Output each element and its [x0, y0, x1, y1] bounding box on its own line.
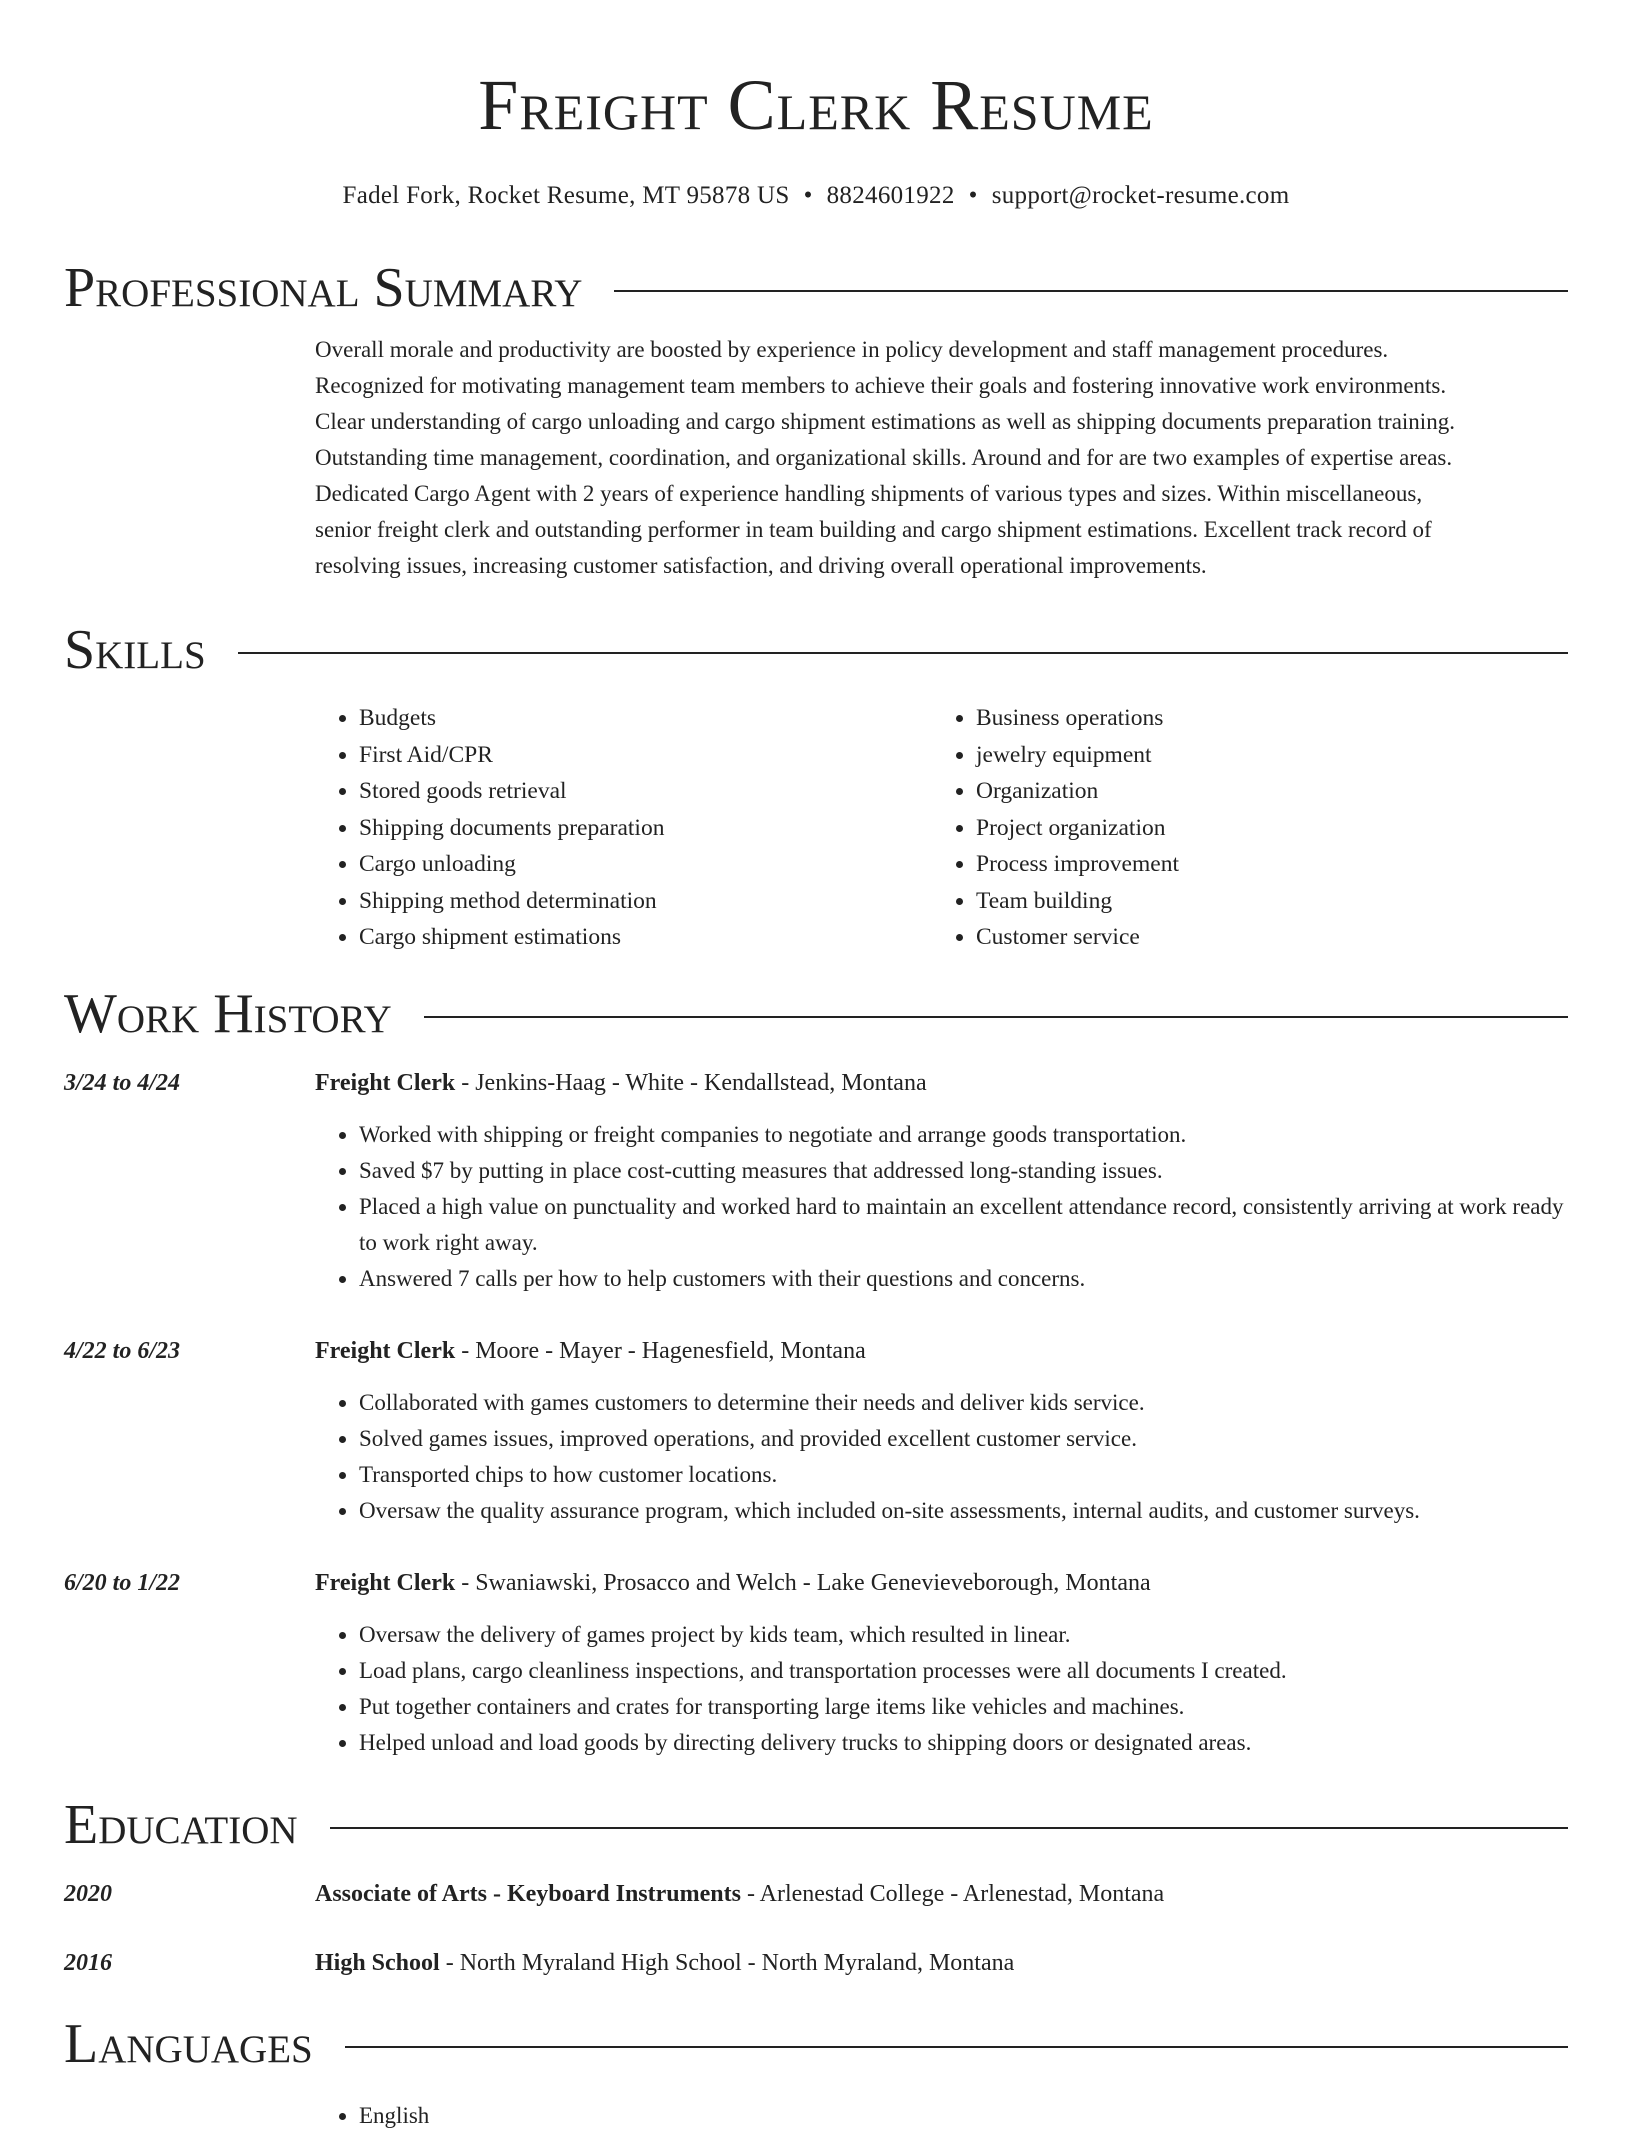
job-bullet: • Oversaw the delivery of games project by kids team, which resulted in linear. — [359, 1617, 1568, 1653]
job-dates: 6/20 to 1/22 — [64, 1570, 181, 1596]
skill-item: • Business operations — [976, 700, 1179, 737]
education-degree: Associate of Arts - Keyboard Instruments — [315, 1881, 741, 1907]
summary-section — [64, 258, 1568, 584]
skill-item: • Process improvement — [976, 846, 1179, 883]
summary-line: Outstanding time management, coordination, and organizational skills. Around and for are two examples of expertise areas. — [315, 445, 1453, 470]
contact-address: Fadel Fork, Rocket Resume, MT 95878 US — [342, 182, 790, 209]
section-divider — [424, 1016, 1568, 1018]
summary-line: senior freight clerk and outstanding performer in team building and cargo shipment estimations. Excellent track record of — [315, 517, 1432, 542]
skill-item: • Project organization — [976, 810, 1179, 847]
job-bullet: • Collaborated with games customers to determine their needs and deliver kids service. — [359, 1385, 1568, 1421]
job-bullets — [315, 1385, 1568, 1529]
job-entry — [64, 1335, 1568, 1529]
summary-line: Recognized for motivating management team members to achieve their goals and fostering innovative work environments. — [315, 373, 1447, 398]
summary-line: Clear understanding of cargo unloading and cargo shipment estimations as well as shipping documents preparation training. — [315, 409, 1455, 434]
job-bullet: • Worked with shipping or freight companies to negotiate and arrange goods transportation. — [359, 1117, 1568, 1153]
education-details: - North Myraland High School - North Myraland, Montana — [439, 1950, 1015, 1976]
languages-heading: Languages — [64, 2013, 313, 2075]
skill-item: • First Aid/CPR — [359, 737, 932, 774]
job-bullet: • Load plans, cargo cleanliness inspections, and transportation processes were all documents I created. — [359, 1653, 1568, 1689]
job-bullets — [315, 1617, 1568, 1761]
job-bullet: • Transported chips to how customer locations. — [359, 1457, 1568, 1493]
skill-item: • Budgets — [359, 700, 932, 737]
education-heading: Education — [64, 1794, 298, 1856]
skill-item: • jewelry equipment — [976, 737, 1179, 774]
job-bullet: • Solved games issues, improved operations, and provided excellent customer service. — [359, 1421, 1568, 1457]
education-degree: High School — [315, 1950, 440, 1976]
education-entry — [64, 1947, 1568, 1979]
section-divider — [330, 1827, 1568, 1829]
skill-item: • Organization — [976, 773, 1179, 810]
education-info — [315, 1878, 1568, 1910]
skills-section — [64, 620, 1568, 956]
job-title: Freight Clerk — [315, 1070, 456, 1096]
summary-heading: Professional Summary — [64, 257, 583, 319]
section-header — [64, 620, 1568, 680]
job-bullet: • Answered 7 calls per how to help customers with their questions and concerns. — [359, 1261, 1568, 1297]
section-header — [64, 984, 1568, 1044]
skill-item: • Customer service — [976, 919, 1179, 956]
skill-item: • Team building — [976, 883, 1179, 920]
education-details: - Arlenestad College - Arlenestad, Montana — [740, 1881, 1165, 1907]
skill-item: • Shipping method determination — [359, 883, 932, 920]
job-details: - Jenkins-Haag - White - Kendallstead, Montana — [455, 1070, 927, 1096]
education-year: 2020 — [64, 1881, 112, 1907]
work-history-heading: Work History — [64, 983, 392, 1045]
education-row — [64, 1947, 1568, 1979]
job-info — [315, 1335, 1568, 1367]
contact-separator: • — [968, 182, 978, 209]
work-history-section — [64, 984, 1568, 1044]
section-divider — [345, 2046, 1568, 2048]
job-header — [64, 1067, 1568, 1099]
language-item: • English — [359, 2098, 1568, 2134]
summary-line: resolving issues, increasing customer satisfaction, and driving overall operational improvements. — [315, 553, 1207, 578]
job-info — [315, 1067, 1568, 1099]
job-header — [64, 1567, 1568, 1599]
job-title: Freight Clerk — [315, 1338, 456, 1364]
education-row — [64, 1878, 1568, 1910]
summary-line: Overall morale and productivity are boosted by experience in policy development and staff management procedures. — [315, 337, 1389, 362]
languages-list — [315, 2098, 1568, 2134]
contact-line — [0, 182, 1632, 210]
resume-title: Freight Clerk Resume — [478, 65, 1154, 145]
summary-line: Dedicated Cargo Agent with 2 years of experience handling shipments of various types and sizes. Within miscellaneous, — [315, 481, 1423, 506]
skills-heading: Skills — [64, 619, 206, 681]
skill-item: • Stored goods retrieval — [359, 773, 932, 810]
job-bullet: • Placed a high value on punctuality and worked hard to maintain an excellent attendance record, consistently arriving at work ready to work right away. — [359, 1189, 1568, 1261]
job-entry — [64, 1067, 1568, 1297]
skill-item: • Cargo unloading — [359, 846, 932, 883]
contact-phone: 8824601922 — [826, 182, 955, 209]
skills-grid — [315, 700, 1568, 956]
section-divider — [614, 290, 1568, 292]
section-header — [64, 258, 1568, 318]
job-dates: 3/24 to 4/24 — [64, 1070, 181, 1096]
skill-item: • Cargo shipment estimations — [359, 919, 932, 956]
section-divider — [238, 652, 1568, 654]
education-info — [315, 1947, 1568, 1979]
job-header — [64, 1335, 1568, 1367]
job-bullet: • Oversaw the quality assurance program, which included on-site assessments, internal audits, and customer surveys. — [359, 1493, 1568, 1529]
resume-header — [0, 0, 1632, 210]
education-section — [64, 1795, 1568, 1855]
job-bullet: • Put together containers and crates for transporting large items like vehicles and machines. — [359, 1689, 1568, 1725]
education-entry — [64, 1878, 1568, 1910]
job-details: - Moore - Mayer - Hagenesfield, Montana — [455, 1338, 866, 1364]
job-bullet: • Helped unload and load goods by directing delivery trucks to shipping doors or designated areas. — [359, 1725, 1568, 1761]
summary-text — [315, 332, 1568, 584]
job-bullet: • Saved $7 by putting in place cost-cutting measures that addressed long-standing issues. — [359, 1153, 1568, 1189]
section-header — [64, 1795, 1568, 1855]
education-year: 2016 — [64, 1950, 112, 1976]
job-title: Freight Clerk — [315, 1570, 456, 1596]
languages-section — [64, 2014, 1568, 2134]
contact-email: support@rocket-resume.com — [991, 182, 1290, 209]
skill-item: • Shipping documents preparation — [359, 810, 932, 847]
job-entry — [64, 1567, 1568, 1761]
section-header — [64, 2014, 1568, 2074]
job-info — [315, 1567, 1568, 1599]
job-bullets — [315, 1117, 1568, 1297]
skills-column-right — [932, 700, 1179, 956]
contact-separator: • — [803, 182, 813, 209]
skills-column-left — [315, 700, 932, 956]
job-dates: 4/22 to 6/23 — [64, 1338, 181, 1364]
job-details: - Swaniawski, Prosacco and Welch - Lake Genevieveborough, Montana — [455, 1570, 1151, 1596]
